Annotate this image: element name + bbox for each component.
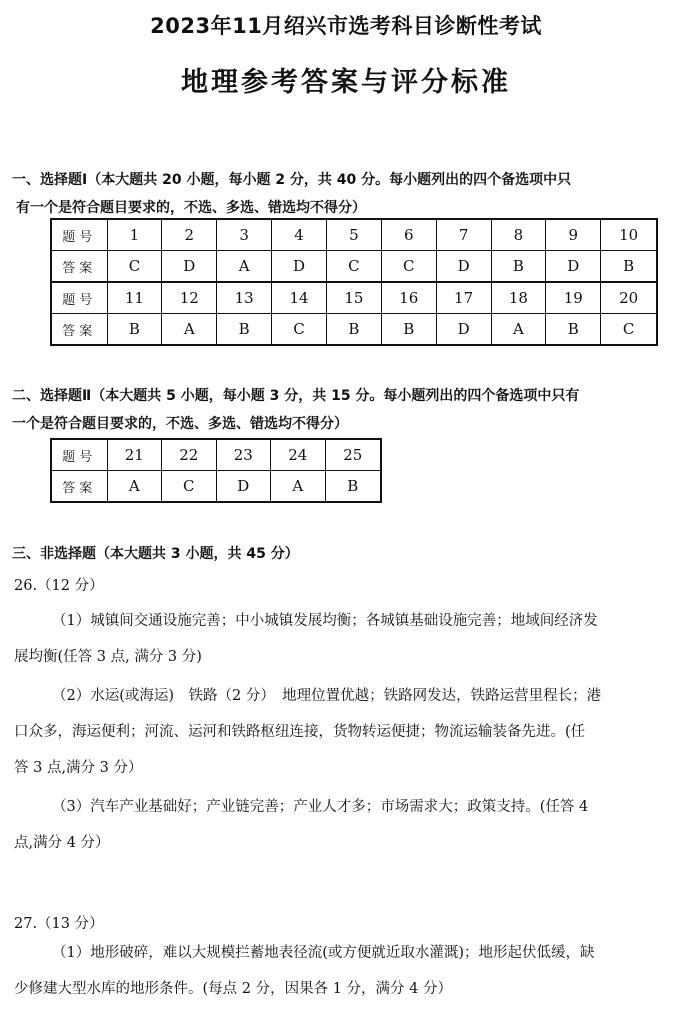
table-cell: 20 — [601, 282, 657, 314]
q26-part2-line2: 口众多，海运便利；河流、运河和铁路枢纽连接，货物转运便捷；物流运输装备先进。(任 — [14, 724, 586, 740]
question-27-number: 27.（13 分） — [14, 916, 104, 932]
table-cell: 9 — [546, 219, 601, 251]
section2-line1: 二、选择题Ⅱ（本大题共 5 小题，每小题 3 分，共 15 分。每小题列出的四个备选项中只有 — [12, 388, 580, 404]
exam-title: 2023年11月绍兴市选考科目诊断性考试 — [150, 14, 542, 38]
table-cell: 18 — [491, 282, 546, 314]
table-row — [51, 314, 657, 346]
table-cell: A — [271, 471, 326, 503]
table-cell: B — [546, 314, 601, 346]
table-row — [51, 282, 657, 314]
table-cell: A — [162, 314, 217, 346]
q27-part1-line2: 少修建大型水库的地形条件。(每点 2 分，因果各 1 分，满分 4 分） — [14, 981, 452, 997]
table-cell: 12 — [162, 282, 217, 314]
section2-line2: 一个是符合题目要求的，不选、多选、错选均不得分） — [12, 416, 348, 432]
table-cell: 4 — [272, 219, 327, 251]
table-cell: 2 — [162, 219, 217, 251]
table-cell: D — [162, 251, 217, 283]
q27-part1-line1: （1）地形破碎，难以大规模拦蓄地表径流(或方便就近取水灌溉)；地形起伏低缓，缺 — [52, 945, 595, 961]
table-cell: D — [436, 251, 491, 283]
table-row — [51, 219, 657, 251]
table-cell-label: 题号 — [51, 219, 107, 251]
table-cell: B — [381, 314, 436, 346]
table-cell-label: 答案 — [51, 471, 107, 503]
table-row — [51, 439, 381, 471]
section2-heading — [12, 382, 682, 438]
table-cell: 24 — [271, 439, 326, 471]
table-cell: 25 — [325, 439, 381, 471]
section1-heading — [12, 166, 682, 222]
table-cell: B — [325, 471, 381, 503]
table-cell: 22 — [162, 439, 217, 471]
table-cell: C — [272, 314, 327, 346]
table-row — [51, 251, 657, 283]
q26-part1-line1: （1）城镇间交通设施完善；中小城镇发展均衡；各城镇基础设施完善；地域间经济发 — [52, 613, 598, 629]
q26-part1-line2: 展均衡(任答 3 点, 满分 3 分) — [14, 649, 202, 665]
table-cell: A — [107, 471, 162, 503]
table-cell: B — [217, 314, 272, 346]
answer-table-1 — [50, 218, 658, 346]
table-cell: B — [601, 251, 657, 283]
question-26-number: 26.（12 分） — [14, 578, 104, 594]
table-cell-label: 答案 — [51, 314, 107, 346]
table-cell: A — [491, 314, 546, 346]
table-cell: B — [326, 314, 381, 346]
table-cell: 21 — [107, 439, 162, 471]
table-cell-label: 题号 — [51, 439, 107, 471]
table-cell: D — [546, 251, 601, 283]
q26-part3-line2: 点,满分 4 分） — [14, 835, 110, 851]
table-cell: 13 — [217, 282, 272, 314]
table-cell: B — [491, 251, 546, 283]
table-cell: B — [107, 314, 162, 346]
table-cell: C — [326, 251, 381, 283]
answer-table-2 — [50, 438, 382, 503]
document-subtitle: 地理参考答案与评分标准 — [181, 67, 511, 98]
table-cell: 19 — [546, 282, 601, 314]
table-cell-label: 题号 — [51, 282, 107, 314]
table-cell: C — [107, 251, 162, 283]
table-cell: 15 — [326, 282, 381, 314]
q26-part2-line1: （2）水运(或海运) 铁路（2 分） 地理位置优越；铁路网发达，铁路运营里程长；港 — [52, 688, 602, 704]
table-cell: 5 — [326, 219, 381, 251]
table-cell: 14 — [272, 282, 327, 314]
table-cell: 11 — [107, 282, 162, 314]
table-cell: C — [162, 471, 217, 503]
section1-line1: 一、选择题Ⅰ（本大题共 20 小题，每小题 2 分，共 40 分。每小题列出的四个备选项中只 — [12, 172, 572, 188]
table-cell: 16 — [381, 282, 436, 314]
table-cell-label: 答案 — [51, 251, 107, 283]
table-cell: 23 — [216, 439, 271, 471]
table-cell: 7 — [436, 219, 491, 251]
table-cell: C — [601, 314, 657, 346]
table-cell: 1 — [107, 219, 162, 251]
table-cell: D — [216, 471, 271, 503]
table-cell: 8 — [491, 219, 546, 251]
table-cell: 10 — [601, 219, 657, 251]
table-cell: D — [272, 251, 327, 283]
q26-part2-line3: 答 3 点,满分 3 分） — [14, 760, 143, 776]
section3-heading: 三、非选择题（本大题共 3 小题，共 45 分） — [12, 546, 299, 562]
table-cell: D — [436, 314, 491, 346]
table-cell: C — [381, 251, 436, 283]
q26-part3-line1: （3）汽车产业基础好；产业链完善；产业人才多；市场需求大；政策支持。(任答 4 — [52, 799, 589, 815]
table-cell: 17 — [436, 282, 491, 314]
table-cell: 6 — [381, 219, 436, 251]
table-row — [51, 471, 381, 503]
section1-line2: 有一个是符合题目要求的，不选、多选、错选均不得分） — [16, 200, 366, 216]
table-cell: 3 — [217, 219, 272, 251]
table-cell: A — [217, 251, 272, 283]
